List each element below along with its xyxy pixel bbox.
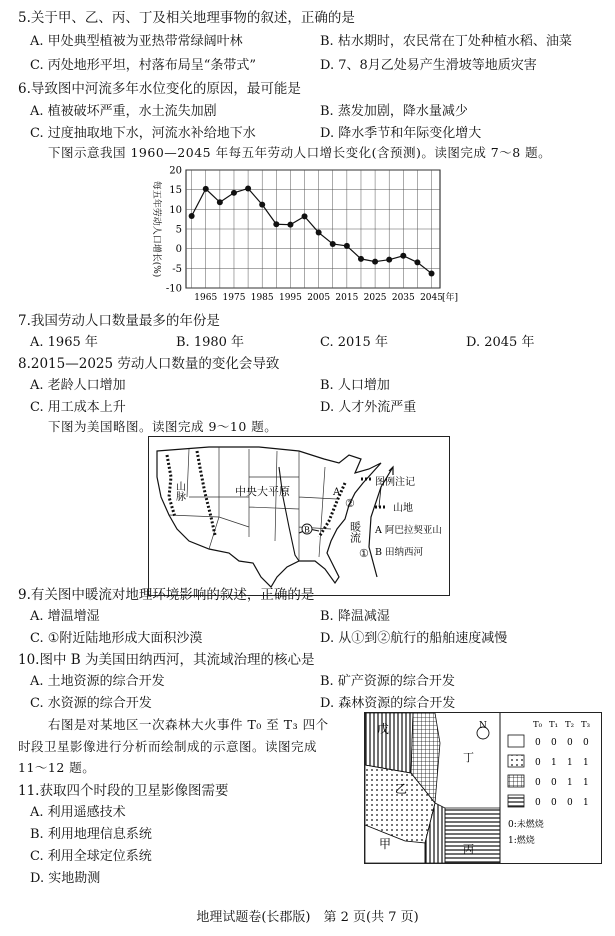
data-point bbox=[400, 253, 406, 259]
cell: 1 bbox=[583, 758, 589, 768]
q11-option-b: B. 利用地理信息系统 bbox=[30, 827, 152, 842]
q10-option-c: C. 水资源的综合开发 bbox=[30, 696, 152, 711]
page-footer: 地理试题卷(长郡版) 第 2 页(共 7 页) bbox=[196, 910, 419, 925]
region-wu: 戊 bbox=[377, 722, 390, 736]
q11-option-a: A. 利用遥感技术 bbox=[30, 805, 126, 820]
cell: 0 bbox=[567, 738, 573, 748]
y-tick-label: 20 bbox=[169, 165, 182, 177]
q10-stem: 10.图中 B 为美国田纳西河，其流域治理的核心是 bbox=[18, 652, 315, 668]
us-map-drawing bbox=[149, 437, 449, 595]
x-tick-label: 2025 bbox=[363, 293, 387, 303]
cell: 1 bbox=[583, 778, 589, 788]
header-t1: T₁ bbox=[549, 720, 559, 730]
q6-option-c: C. 过度抽取地下水，河流水补给地下水 bbox=[30, 126, 256, 141]
data-point bbox=[344, 243, 350, 249]
data-point bbox=[414, 259, 420, 265]
data-point bbox=[316, 230, 322, 236]
q8-option-a: A. 老龄人口增加 bbox=[30, 378, 126, 393]
x-tick-label: 1975 bbox=[222, 293, 246, 303]
x-tick-label: 2035 bbox=[391, 293, 415, 303]
x-tick-label: 2015 bbox=[335, 293, 359, 303]
q10-option-b: B. 矿产资源的综合开发 bbox=[320, 674, 455, 689]
legend-unburned: 0:未燃烧 bbox=[508, 820, 544, 830]
fire-map bbox=[364, 712, 602, 864]
data-point bbox=[203, 186, 209, 192]
x-tick-label: 1995 bbox=[278, 293, 302, 303]
q6-stem: 6.导致图中河流多年水位变化的原因，最可能是 bbox=[18, 81, 301, 97]
intro-7-8: 下图示意我国 1960—2045 年每五年劳动人口增长变化(含预测)。读图完成 7～8 题。 bbox=[48, 145, 552, 160]
y-tick-label: 10 bbox=[169, 204, 182, 216]
y-tick-label: -5 bbox=[172, 263, 182, 275]
region-yi: 乙 bbox=[395, 782, 408, 796]
data-point bbox=[429, 270, 435, 276]
q9-option-b: B. 降温减湿 bbox=[320, 609, 390, 624]
intro-11-12-line3: 11～12 题。 bbox=[18, 760, 96, 775]
us-map-mark-a: A bbox=[333, 487, 341, 498]
q6-option-d: D. 降水季节和年际变化增大 bbox=[320, 126, 482, 141]
x-unit-label: [年] bbox=[442, 293, 459, 303]
y-axis-label: 每五年劳动人口增长(%) bbox=[151, 180, 161, 278]
data-point bbox=[217, 199, 223, 205]
cell: 1 bbox=[583, 798, 589, 808]
legend-a: A 阿巴拉契亚山 bbox=[375, 525, 442, 536]
legend-b: B 田纳西河 bbox=[375, 547, 424, 558]
warm-current-label: 暖流 bbox=[348, 521, 362, 543]
q5-option-d: D. 7、8月乙处易产生滑坡等地质灾害 bbox=[320, 58, 537, 73]
region-ding: 丁 bbox=[463, 751, 474, 764]
header-t2: T₂ bbox=[565, 720, 575, 730]
y-tick-label: 15 bbox=[169, 185, 182, 197]
q11-option-c: C. 利用全球定位系统 bbox=[30, 849, 152, 864]
us-map-mark-1: ① bbox=[359, 547, 369, 560]
q11-stem: 11.获取四个时段的卫星影像图需要 bbox=[18, 783, 229, 799]
q8-option-b: B. 人口增加 bbox=[320, 378, 390, 393]
region-jia: 甲 bbox=[379, 837, 392, 851]
q10-option-d: D. 森林资源的综合开发 bbox=[320, 696, 456, 711]
q5-option-c: C. 丙处地形平坦，村落布局呈“条带式” bbox=[30, 58, 257, 73]
intro-11-12-line2: 时段卫星影像进行分析而绘制成的示意图。读图完成 bbox=[18, 739, 318, 754]
data-point bbox=[273, 221, 279, 227]
cell: 0 bbox=[583, 738, 589, 748]
cell: 0 bbox=[535, 738, 541, 748]
q5-option-b: B. 枯水期时，农民常在丁处种植水稻、油菜 bbox=[320, 34, 572, 49]
data-point bbox=[358, 256, 364, 262]
series-line bbox=[192, 188, 432, 273]
left-range-label: 山脉 bbox=[173, 481, 185, 501]
data-point bbox=[287, 222, 293, 228]
x-tick-label: 2045 bbox=[420, 293, 443, 303]
q9-stem: 9.有关图中暖流对地理环境影响的叙述，正确的是 bbox=[18, 587, 315, 603]
q7-option-b: B. 1980 年 bbox=[176, 335, 245, 350]
cell: 0 bbox=[535, 798, 541, 808]
cell: 1 bbox=[567, 758, 573, 768]
data-point bbox=[231, 190, 237, 196]
q6-option-b: B. 蒸发加剧，降水量减少 bbox=[320, 104, 468, 119]
q8-option-c: C. 用工成本上升 bbox=[30, 400, 126, 415]
us-map-mark-b: B bbox=[304, 525, 310, 535]
intro-11-12-line1: 右图是对某地区一次森林大火事件 T₀ 至 T₃ 四个 bbox=[48, 717, 329, 732]
fire-map-drawing bbox=[365, 713, 601, 863]
cell: 1 bbox=[551, 758, 557, 768]
data-point bbox=[189, 213, 195, 219]
q7-option-d: D. 2045 年 bbox=[466, 335, 535, 350]
y-tick-label: -10 bbox=[165, 283, 182, 295]
q7-option-a: A. 1965 年 bbox=[30, 335, 98, 350]
q10-option-a: A. 土地资源的综合开发 bbox=[30, 674, 165, 689]
q7-stem: 7.我国劳动人口数量最多的年份是 bbox=[18, 313, 220, 329]
x-tick-label: 1985 bbox=[250, 293, 274, 303]
legend-burned: 1:燃烧 bbox=[508, 836, 535, 846]
cell: 0 bbox=[551, 798, 557, 808]
data-point bbox=[245, 185, 251, 191]
labor-growth-chart bbox=[140, 160, 460, 310]
data-point bbox=[302, 213, 308, 219]
q9-option-d: D. 从①到②航行的船舶速度减慢 bbox=[320, 631, 508, 646]
legend-title: 图例注记 bbox=[375, 477, 415, 488]
q8-stem: 8.2015—2025 劳动人口数量的变化会导致 bbox=[18, 356, 280, 372]
cell: 0 bbox=[567, 798, 573, 808]
q8-option-d: D. 人才外流严重 bbox=[320, 400, 417, 415]
cell: 0 bbox=[551, 738, 557, 748]
us-map bbox=[148, 436, 450, 596]
q9-option-a: A. 增温增湿 bbox=[30, 609, 100, 624]
data-point bbox=[259, 202, 265, 208]
x-tick-label: 1965 bbox=[194, 293, 218, 303]
header-t3: T₃ bbox=[581, 720, 591, 730]
legend-mountain: 山地 bbox=[393, 503, 413, 514]
data-point bbox=[386, 257, 392, 263]
q6-option-a: A. 植被破坏严重，水土流失加剧 bbox=[30, 104, 217, 119]
q5-option-a: A. 甲处典型植被为亚热带常绿阔叶林 bbox=[30, 34, 243, 49]
data-point bbox=[330, 241, 336, 247]
intro-9-10: 下图为美国略图。读图完成 9～10 题。 bbox=[48, 419, 278, 434]
cell: 0 bbox=[535, 778, 541, 788]
y-tick-label: 0 bbox=[175, 244, 182, 256]
cell: 1 bbox=[567, 778, 573, 788]
q11-option-d: D. 实地勘测 bbox=[30, 871, 101, 886]
cell: 0 bbox=[551, 778, 557, 788]
cell: 0 bbox=[535, 758, 541, 768]
q7-option-c: C. 2015 年 bbox=[320, 335, 388, 350]
data-point bbox=[372, 259, 378, 265]
x-tick-label: 2005 bbox=[307, 293, 331, 303]
header-t0: T₀ bbox=[533, 720, 543, 730]
q5-stem: 5.关于甲、乙、丙、丁及相关地理事物的叙述，正确的是 bbox=[18, 10, 355, 26]
north-label: N bbox=[479, 721, 487, 731]
us-map-mark-2: ② bbox=[345, 497, 355, 510]
y-tick-label: 5 bbox=[175, 224, 182, 236]
region-bing: 丙 bbox=[463, 843, 474, 856]
central-plain-label: 中央大平原 bbox=[235, 485, 290, 498]
q9-option-c: C. ①附近陆地形成大面积沙漠 bbox=[30, 631, 203, 646]
